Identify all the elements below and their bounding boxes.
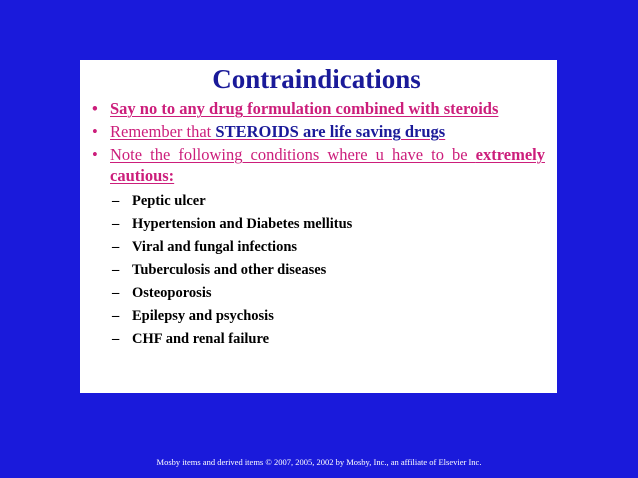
condition-item	[88, 305, 545, 328]
conditions-list	[88, 190, 545, 351]
bullet-text: Remember that	[110, 122, 216, 141]
condition-item	[88, 282, 545, 305]
slide-title: Contraindications	[212, 64, 421, 94]
condition-text: Tuberculosis and other diseases	[132, 262, 327, 278]
bullet-cautious-conditions	[88, 144, 545, 186]
dash-marker: –	[112, 331, 120, 347]
dash-marker: –	[112, 285, 120, 301]
condition-item	[88, 259, 545, 282]
condition-text: Epilepsy and psychosis	[132, 308, 274, 324]
dash-marker: –	[112, 239, 120, 255]
condition-text: Osteoporosis	[132, 285, 212, 301]
dash-marker: –	[112, 193, 120, 209]
bullet-marker: •	[92, 122, 98, 141]
dash-marker: –	[112, 216, 120, 232]
bullet-steroid-formulation	[88, 98, 545, 119]
slide-content	[80, 60, 557, 393]
dash-marker: –	[112, 262, 120, 278]
bullet-life-saving	[88, 121, 545, 142]
bullet-text: Note the following conditions where u have to be	[110, 145, 476, 164]
bullet-bold-text: extremely cautious:	[110, 145, 545, 185]
dash-marker: –	[112, 308, 120, 324]
condition-text: CHF and renal failure	[132, 331, 270, 347]
condition-text: Viral and fungal infections	[132, 239, 298, 255]
bullet-emphasis: STEROIDS are life saving drugs	[215, 122, 446, 141]
copyright-footer: Mosby items and derived items © 2007, 2005, 2002 by Mosby, Inc., an affiliate of Elsevier Inc.	[156, 457, 482, 467]
bullet-text: Say no to any drug formulation combined with steroids	[110, 99, 499, 118]
condition-item	[88, 328, 545, 351]
bullet-marker: •	[92, 145, 98, 164]
condition-text: Peptic ulcer	[132, 193, 206, 209]
bullet-marker: •	[92, 99, 98, 118]
condition-item	[88, 190, 545, 213]
condition-item	[88, 213, 545, 236]
condition-item	[88, 236, 545, 259]
condition-text: Hypertension and Diabetes mellitus	[132, 216, 353, 232]
